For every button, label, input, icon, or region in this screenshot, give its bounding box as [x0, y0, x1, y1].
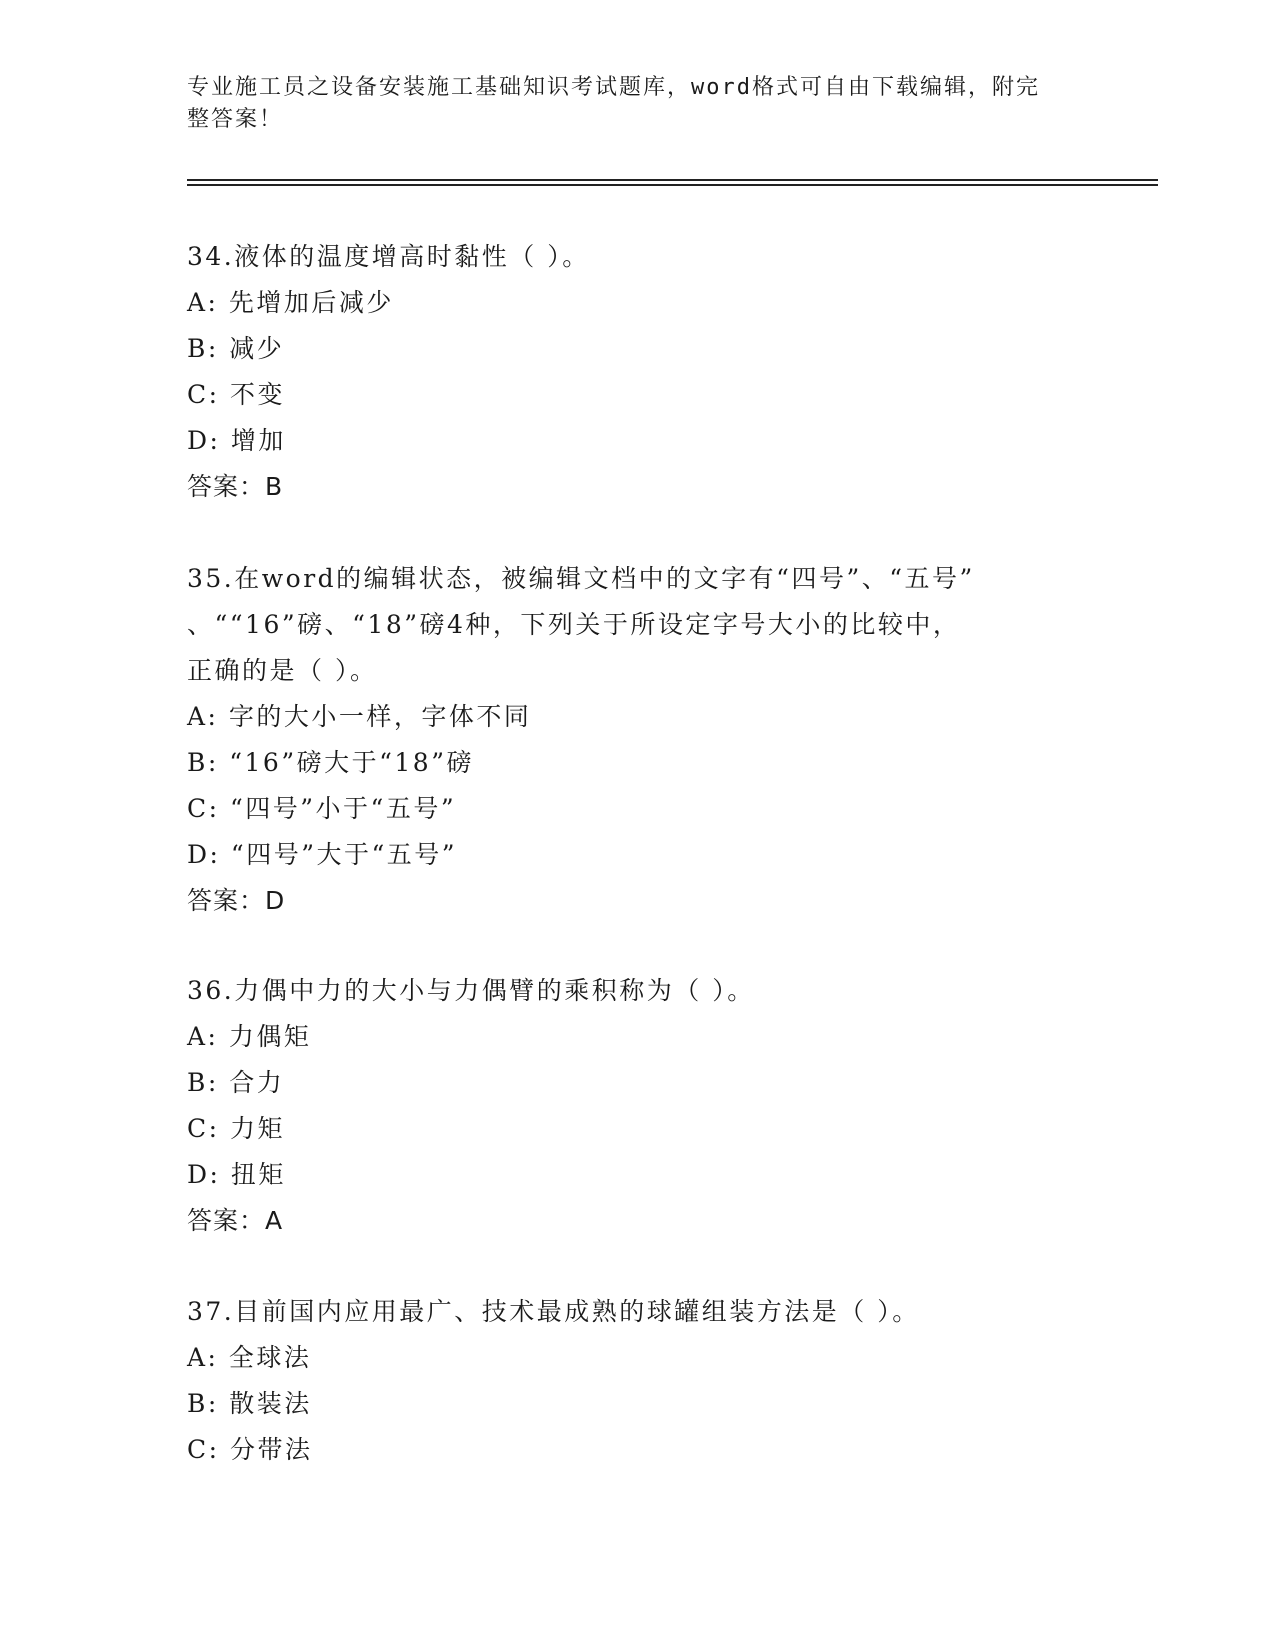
option-d: D: 增加 — [187, 426, 286, 455]
question-34 — [187, 234, 1087, 510]
question-37 — [187, 1289, 1087, 1473]
header-line-2: 整答案！ — [187, 107, 284, 132]
answer: 答案：D — [187, 886, 286, 915]
option-a: A: 全球法 — [187, 1343, 312, 1372]
option-a: A: 先增加后减少 — [187, 288, 394, 317]
option-c: C: 分带法 — [187, 1435, 313, 1464]
option-c: C: 不变 — [187, 380, 285, 409]
header-line-1: 专业施工员之设备安装施工基础知识考试题库，word格式可自由下载编辑，附完 — [187, 75, 1040, 100]
question-stem: 36.力偶中力的大小与力偶臂的乘积称为（ ）。 — [187, 976, 755, 1005]
header-divider-top — [187, 179, 1158, 181]
option-b: B: 减少 — [187, 334, 285, 363]
option-b: B: 散装法 — [187, 1389, 312, 1418]
option-c: C: “四号”小于“五号” — [187, 794, 457, 823]
question-stem: 37.目前国内应用最广、技术最成熟的球罐组装方法是（ ）。 — [187, 1297, 920, 1326]
question-stem-line-3: 正确的是（ ）。 — [187, 656, 378, 685]
question-stem-line-1: 35.在word的编辑状态，被编辑文档中的文字有“四号”、“五号” — [187, 564, 975, 593]
question-35 — [187, 556, 1087, 924]
option-b: B: “16”磅大于“18”磅 — [187, 748, 474, 777]
header-divider-bottom — [187, 184, 1158, 186]
option-d: D: “四号”大于“五号” — [187, 840, 458, 869]
option-a: A: 力偶矩 — [187, 1022, 312, 1051]
document-header — [187, 72, 1067, 136]
question-stem: 34.液体的温度增高时黏性（ ）。 — [187, 242, 590, 271]
question-36 — [187, 968, 1087, 1244]
option-d: D: 扭矩 — [187, 1160, 286, 1189]
option-a: A: 字的大小一样，字体不同 — [187, 702, 532, 731]
question-stem-line-2: 、““16”磅、“18”磅4种，下列关于所设定字号大小的比较中， — [187, 610, 961, 639]
option-b: B: 合力 — [187, 1068, 285, 1097]
answer: 答案：B — [187, 472, 284, 501]
option-c: C: 力矩 — [187, 1114, 285, 1143]
answer: 答案：A — [187, 1206, 284, 1235]
